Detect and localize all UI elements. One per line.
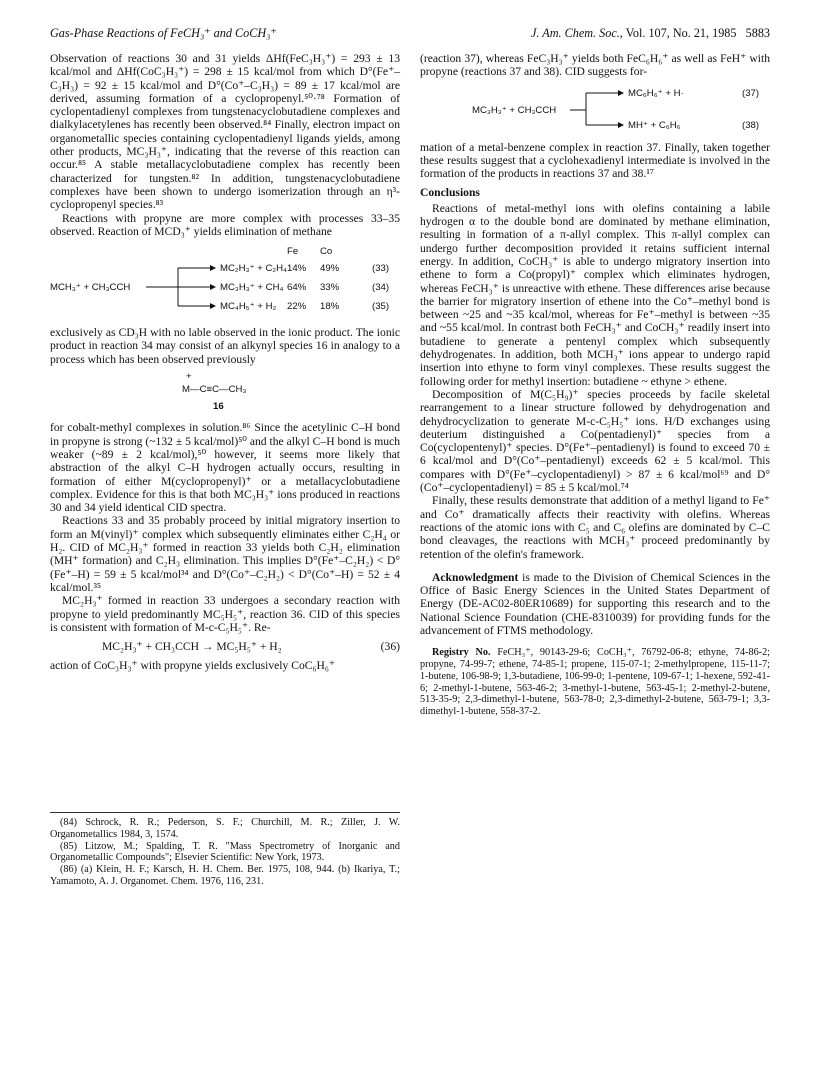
paragraph: Finally, these results demonstrate that addition of a methyl ligand to Fe⁺ and Co⁺ dramatically affects their reactivity with olefins. Whereas reactions of the atomic ions with C₅ and C₆ olefins are dominated by C–C bond cleavages, the reactions with MCH₃⁺ proceed predominantly by retention of the olefin's framework. [420, 494, 770, 561]
paragraph: action of CoC₃H₃⁺ with propyne yields exclusively CoC₆H₆⁺ [50, 659, 336, 673]
paragraph: exclusively as CD₃H with no lable observed in the ionic product. The ionic product in reaction 34 may consist of an alkynyl species 16 in analogy to a process which has been observed previously [50, 326, 400, 366]
acknowledgment-lead: Acknowledgment [432, 570, 519, 584]
footnote: (86) (a) Klein, H. F.; Karsch, H. H. Chem. Ber. 1975, 108, 944. (b) Ikariya, T.; Yamamoto, A. J. Organomet. Chem. 1976, 116, 231. [50, 864, 400, 887]
reaction-number: (33) [372, 263, 390, 275]
journal-citation [531, 26, 770, 41]
col-header-fe: Fe [287, 246, 299, 258]
acknowledgment-body: is made to the Division of Chemical Sciences in the Office of Basic Energy Sciences in the United States Department of Energy (DE-AC02-80ER10689) for supporting this research and to the National Science Foundation (CHE-8310039) for providing funds for the advancement of FTMS methodology. [420, 570, 770, 637]
scheme-reactant: MCH₃⁺ + CH₃CCH [50, 282, 131, 294]
journal-name: J. Am. Chem. Soc., [530, 26, 623, 40]
right-column [420, 52, 770, 718]
structure-svg [50, 370, 400, 412]
arrowhead [210, 303, 216, 309]
col-header-co: Co [320, 246, 333, 258]
reaction-scheme-37-38 [420, 85, 770, 133]
paragraph: MC₂H₃⁺ formed in reaction 33 undergoes a secondary reaction with propyne to yield predominantly MC₅H₅⁺, reaction 36. CID of this species is consistent with formation of M-c-C₅H₅⁺. Re- [50, 594, 400, 634]
paragraph: Reactions 33 and 35 probably proceed by initial migratory insertion to form an M(vinyl)⁺ complex which subsequently eliminates either C₂H₄ or H₂. CID of MC₂H₃⁺ formed in reaction 33 yields both C₂H₂ elimination (MH⁺ formation) and C₂H₃ elimination. This implies D°(Fe⁺–C₂H₂) < D°(Fe⁺–H) = 59 ± 5 kcal/mol³⁴ and D°(Co⁺–C₂H₂) < D°(Co⁺–H) = 52 ± 4 kcal/mol.³⁵ [50, 514, 400, 594]
footnote-rule [50, 812, 400, 813]
paragraph: Observation of reactions 30 and 31 yields ΔHf(FeC₃H₃⁺) = 293 ± 13 kcal/mol and ΔHf(CoC₃H₃⁺) = 298 ± 15 kcal/mol from which D°(Fe⁺–C₃H₃) = 92 ± 15 kcal/mol and D°(Co⁺–C₃H₃) = 89 ± 17 kcal/mol are derived, assuming formation of a cyclopropenyl.⁵⁰·⁷⁸ Formation of cyclopentadienyl complexes from tungstenacyclobutadiene complexes and dialkylacetylenes has recently been observed.⁸⁴ Finally, electron impact on organometallic species containing cyclopentadienyl ligands yields, among other products, MC₃H₃⁺, indicating that the reverse of this reaction can occur.⁸⁵ A stable metallacyclobutadiene complex has recently been characterized for tungsten.⁸² In addition, tungstenacyclobutadiene complexes have been shown to undergo isomerization through an η³-cyclopropenyl species.⁸³ [50, 52, 400, 212]
yield-fe: 22% [287, 301, 307, 313]
footnote: (85) Litzow, M.; Spalding, T. R. "Mass Spectrometry of Inorganic and Organometallic Compounds"; Elsevier Scientific: New York, 1973. [50, 840, 400, 864]
equation-number: (36) [380, 640, 400, 654]
yield-fe: 64% [287, 282, 307, 294]
scheme-product: MC₃H₃⁺ + CH₄ [220, 282, 284, 294]
running-title: Gas-Phase Reactions of FeCH₃⁺ and CoCH₃⁺ [50, 26, 277, 40]
charge-plus: + [186, 371, 192, 383]
structure-formula: M—C≡C—CH₃ [182, 384, 247, 396]
structure-16 [50, 370, 400, 415]
paragraph: Reactions of metal-methyl ions with olefins containing a labile hydrogen α to the double bond are dominated by methane elimination, resulting in formation of a π-allyl complex. This π-allyl complex can undergo further decomposition provided it retains sufficient internal energy. In addition, CoCH₃⁺ is able to undergo migratory insertion into ethene to form a Co(propyl)⁺ complex which eliminates hydrogen, whereas FeCH₃⁺ is unreactive with ethene. These differences arise because the barrier for migratory insertion of ethene into the Co⁺–methyl bond is between ~25 and ~35 kcal/mol, whereas for Fe⁺–methyl is between ~35 and ~55 kcal/mol. In contrast both FeCH₃⁺ and CoCH₃⁺ readily insert into butadiene to generate a pentenyl complex which subsequently dehydrogenates. In addition, both MCH₃⁺ ions appear to undergo rapid insertion into ethyne to form vinyl complexes. These results suggest the following order for methyl insertion: butadiene ~ ethyne > ethene. [420, 201, 770, 388]
page-number: 5883 [745, 26, 770, 40]
scheme-product: MH⁺ + C₆H₆ [628, 119, 681, 131]
arrowhead [618, 122, 624, 128]
acknowledgment [420, 571, 770, 637]
paragraph: Decomposition of M(C₅H₉)⁺ species proceeds by facile skeletal rearrangement to a linear structure followed by dehydrogenation and dehydrocyclization to generate M-c-C₅H₅⁺ ions. H/D exchanges using deuterium distinguished a Co(pentadienyl)⁺ species from a Co(cyclopentenyl)⁺ species. D°(Fe⁺–pentadienyl) is found to exceed 70 ± 6 kcal/mol and D°(Co⁺–pentadienyl) exceeds 62 ± 5 kcal/mol. This compares with D°(Fe⁺–cyclopentadienyl) > 87 ± 6 kcal/mol⁶⁹ and D°(Co⁺–cyclopentadienyl) = 85 ± 5 kcal/mol.⁷⁴ [420, 387, 770, 495]
reaction-number: (37) [742, 87, 760, 99]
arrowhead [618, 90, 624, 96]
registry-numbers [420, 647, 770, 718]
footnote: (84) Schrock, R. R.; Pederson, S. F.; Churchill, M. R.; Ziller, J. W. Organometallics 1984, 3, 1574. [50, 817, 400, 840]
arrowhead [210, 284, 216, 290]
paragraph: (reaction 37), whereas FeC₃H₃⁺ yields both FeC₆H₆⁺ as well as FeH⁺ with propyne (reactions 37 and 38). CID suggests for- [420, 52, 770, 79]
scheme-svg [50, 244, 400, 318]
scheme-reactant: MC₃H₃⁺ + CH₃CCH [472, 104, 557, 116]
section-heading-conclusions: Conclusions [420, 186, 480, 200]
running-header [50, 26, 770, 44]
footnotes [50, 812, 400, 888]
reaction-number: (38) [742, 119, 760, 131]
scheme-product: MC₆H₆⁺ + H· [628, 87, 684, 99]
yield-fe: 14% [287, 263, 307, 275]
paragraph: for cobalt-methyl complexes in solution.⁸⁶ Since the acetylinic C–H bond in propyne is strong (~132 ± 5 kcal/mol)⁵⁰ and the alkyl C–H bond is much weaker (~89 ± 2 kcal/mol),⁵⁰ however, it seems more likely that abstraction of the alkyl C–H hydrogen actually occurs, resulting in formation of either M(cyclopropenyl)⁺ or a metallacyclobutadiene complex. Evidence for this is that both MC₃H₃⁺ ions produced in reactions 30 and 34 yield identical CID spectra. [50, 421, 400, 515]
paragraph: Reactions with propyne are more complex with processes 33–35 observed. Reaction of MCD₃⁺ yields elimination of methane [50, 211, 400, 238]
yield-co: 49% [320, 263, 340, 275]
structure-label: 16 [213, 401, 224, 413]
left-column [50, 52, 400, 673]
yield-co: 33% [320, 282, 340, 294]
registry-lead: Registry No. [432, 647, 491, 659]
yield-co: 18% [320, 301, 340, 313]
journal-volume: Vol. 107, No. 21, 1985 [625, 26, 737, 40]
equation-36 [50, 640, 400, 653]
scheme-product: MC₂H₃⁺ + C₂H₄ [220, 263, 287, 275]
reaction-scheme-33-35 [50, 244, 400, 318]
reaction-number: (34) [372, 282, 390, 294]
arrowhead [210, 265, 216, 271]
equation-text: MC₂H₃⁺ + CH₃CCH → MC₅H₅⁺ + H₂ [102, 640, 282, 654]
registry-body: FeCH₃⁺, 90143-29-6; CoCH₃⁺, 76792-06-8; ethyne, 74-86-2; propyne, 74-99-7; ethene, 74-85-1; propene, 115-07-1; 2-methylpropene, 115-11-7; 1-butene, 106-98-9; 1,3-butadiene, 106-99-0; 1-pentene, 109-67-1; 1-hexene, 592-41-6; 2-methyl-1-butene, 563-46-2; 3-methyl-1-butene, 563-45-1; 2-methyl-2-butene, 513-35-9; 2,3-dimethyl-1-butene, 563-78-0; 2,3-dimethyl-2-butene, 563-79-1; 3,3-dimethyl-1-butene, 558-37-2. [420, 647, 770, 718]
scheme-product: MC₄H₅⁺ + H₂ [220, 301, 277, 313]
paragraph: mation of a metal-benzene complex in reaction 37. Finally, taken together these results suggest that a cyclohexadienyl intermediate is involved in the formation of the products in reactions 37 and 38.¹⁷ [420, 140, 770, 181]
scheme-svg [420, 85, 770, 133]
reaction-number: (35) [372, 301, 390, 313]
